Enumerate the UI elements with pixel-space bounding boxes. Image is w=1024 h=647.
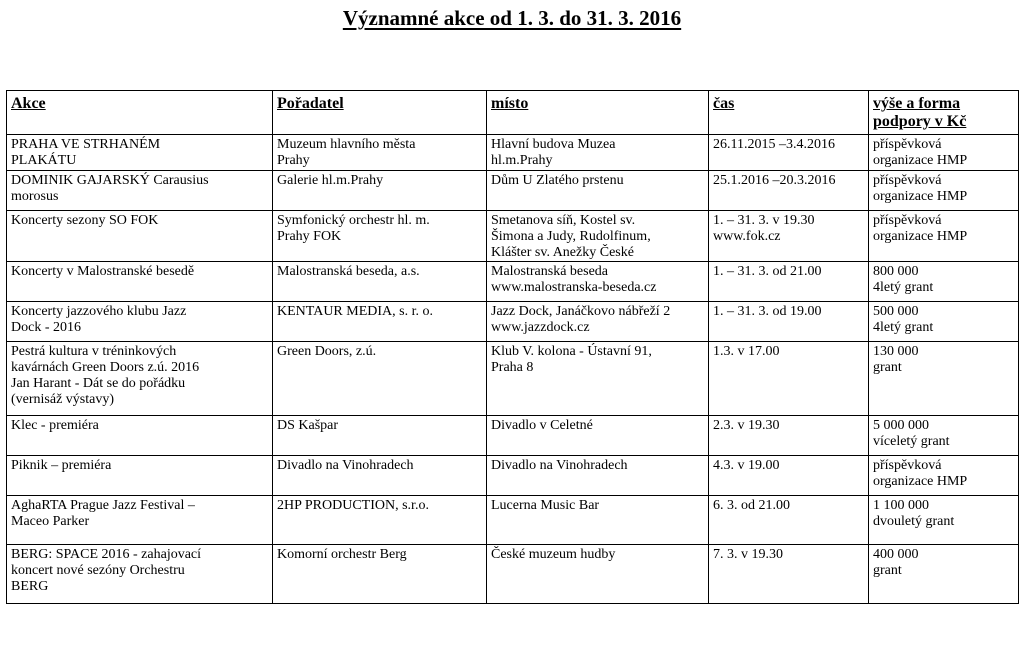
cell-line: 4letý grant [873, 320, 934, 335]
cell-line: Smetanova síň, Kostel sv. [491, 213, 636, 228]
cell-cas [709, 496, 869, 545]
cell-line: České muzeum hudby [491, 547, 616, 562]
cell-akce [7, 456, 273, 496]
cell-line: Koncerty v Malostranské besedě [11, 264, 195, 279]
cell-line: Pestrá kultura v tréninkových [11, 344, 177, 359]
cell-cas [709, 262, 869, 302]
cell-akce [7, 135, 273, 171]
cell-line: Komorní orchestr Berg [277, 547, 407, 562]
table-row [7, 545, 1019, 604]
cell-line: Muzeum hlavního města [277, 137, 416, 152]
cell-misto [487, 545, 709, 604]
cell-line: Klec - premiéra [11, 418, 99, 433]
cell-line: organizace HMP [873, 229, 968, 244]
table-row [7, 262, 1019, 302]
cell-line: 26.11.2015 –3.4.2016 [713, 137, 835, 152]
cell-misto [487, 135, 709, 171]
cell-line: příspěvková [873, 173, 942, 188]
cell-line: PRAHA VE STRHANÉM [11, 137, 161, 152]
cell-line: grant [873, 563, 902, 578]
cell-vyse [869, 342, 1019, 416]
cell-line: 130 000 [873, 344, 919, 359]
cell-line: Prahy FOK [277, 229, 342, 244]
cell-line: Malostranská beseda [491, 264, 609, 279]
cell-line: Galerie hl.m.Prahy [277, 173, 384, 188]
cell-cas [709, 302, 869, 342]
cell-line: 4letý grant [873, 280, 934, 295]
cell-line: Dům U Zlatého prstenu [491, 173, 624, 188]
cell-akce [7, 171, 273, 211]
cell-line: Koncerty sezony SO FOK [11, 213, 159, 228]
cell-vyse [869, 135, 1019, 171]
table-row [7, 302, 1019, 342]
cell-vyse [869, 416, 1019, 456]
cell-line: Šimona a Judy, Rudolfinum, [491, 229, 651, 244]
cell-cas [709, 545, 869, 604]
cell-line: 25.1.2016 –20.3.2016 [713, 173, 836, 188]
cell-line: koncert nové sezóny Orchestru [11, 563, 185, 578]
events-table [6, 90, 1019, 604]
cell-misto [487, 456, 709, 496]
event-rows [7, 135, 1019, 604]
cell-line: Hlavní budova Muzea [491, 137, 616, 152]
cell-cas [709, 171, 869, 211]
cell-line: 5 000 000 [873, 418, 929, 433]
cell-line: hl.m.Prahy [491, 153, 553, 168]
cell-line: příspěvková [873, 458, 942, 473]
cell-line: KENTAUR MEDIA, s. r. o. [277, 304, 433, 319]
cell-misto [487, 211, 709, 262]
cell-line: Dock - 2016 [11, 320, 81, 335]
cell-cas [709, 211, 869, 262]
cell-misto [487, 262, 709, 302]
cell-poradatel [273, 416, 487, 456]
cell-misto [487, 171, 709, 211]
cell-line: Malostranská beseda, a.s. [277, 264, 420, 279]
cell-vyse [869, 302, 1019, 342]
cell-line: 1 100 000 [873, 498, 929, 513]
cell-line: 1. – 31. 3. v 19.30 [713, 213, 815, 228]
cell-vyse [869, 171, 1019, 211]
cell-line: kavárnách Green Doors z.ú. 2016 [11, 360, 200, 375]
table-row [7, 211, 1019, 262]
cell-line: DOMINIK GAJARSKÝ Carausius [11, 173, 209, 188]
cell-line: dvouletý grant [873, 514, 955, 529]
cell-line: Prahy [277, 153, 310, 168]
cell-akce [7, 416, 273, 456]
cell-vyse [869, 211, 1019, 262]
cell-line: 1. – 31. 3. od 19.00 [713, 304, 822, 319]
cell-line: víceletý grant [873, 434, 950, 449]
cell-line: Green Doors, z.ú. [277, 344, 377, 359]
table-row [7, 496, 1019, 545]
cell-akce [7, 302, 273, 342]
cell-line: 2HP PRODUCTION, s.r.o. [277, 498, 429, 513]
cell-poradatel [273, 262, 487, 302]
cell-line: 400 000 [873, 547, 919, 562]
table-row [7, 135, 1019, 171]
cell-line: Divadlo na Vinohradech [277, 458, 414, 473]
cell-line: Koncerty jazzového klubu Jazz [11, 304, 187, 319]
cell-line: www.jazzdock.cz [491, 320, 590, 335]
cell-line: 800 000 [873, 264, 919, 279]
cell-poradatel [273, 171, 487, 211]
cell-line: www.fok.cz [713, 229, 781, 244]
cell-cas [709, 342, 869, 416]
cell-cas [709, 416, 869, 456]
cell-line: morosus [11, 189, 59, 204]
cell-akce [7, 496, 273, 545]
cell-line: 6. 3. od 21.00 [713, 498, 790, 513]
cell-line: Klub V. kolona - Ústavní 91, [491, 344, 652, 359]
cell-poradatel [273, 342, 487, 416]
cell-line: 500 000 [873, 304, 919, 319]
cell-poradatel [273, 496, 487, 545]
header-misto: místo [487, 91, 709, 135]
cell-line: DS Kašpar [277, 418, 339, 433]
table-row [7, 456, 1019, 496]
cell-line: PLAKÁTU [11, 153, 77, 168]
header-cas: čas [709, 91, 869, 135]
cell-line: BERG: SPACE 2016 - zahajovací [11, 547, 202, 562]
cell-line: AghaRTA Prague Jazz Festival – [11, 498, 195, 513]
cell-line: Symfonický orchestr hl. m. [277, 213, 430, 228]
table-row [7, 416, 1019, 456]
header-akce: Akce [7, 91, 273, 135]
cell-line: Lucerna Music Bar [491, 498, 600, 513]
table-row [7, 342, 1019, 416]
cell-line: Klášter sv. Anežky České [491, 245, 634, 260]
cell-line: Maceo Parker [11, 514, 90, 529]
cell-line: Praha 8 [491, 360, 534, 375]
cell-line: příspěvková [873, 137, 942, 152]
cell-line: Divadlo na Vinohradech [491, 458, 628, 473]
cell-poradatel [273, 211, 487, 262]
cell-line: organizace HMP [873, 189, 968, 204]
cell-akce [7, 211, 273, 262]
cell-akce [7, 262, 273, 302]
cell-line: 1.3. v 17.00 [713, 344, 780, 359]
cell-line: 2.3. v 19.30 [713, 418, 780, 433]
cell-poradatel [273, 302, 487, 342]
header-row [7, 91, 1019, 135]
cell-akce [7, 545, 273, 604]
table-row [7, 171, 1019, 211]
cell-akce [7, 342, 273, 416]
cell-line: 4.3. v 19.00 [713, 458, 780, 473]
cell-line: Divadlo v Celetné [491, 418, 593, 433]
cell-line: Piknik – premiéra [11, 458, 112, 473]
cell-line: BERG [11, 579, 49, 594]
cell-line: www.malostranska-beseda.cz [491, 280, 657, 295]
cell-line: organizace HMP [873, 474, 968, 489]
cell-poradatel [273, 456, 487, 496]
page-title: Významné akce od 1. 3. do 31. 3. 2016 [342, 6, 682, 30]
cell-misto [487, 302, 709, 342]
cell-line: příspěvková [873, 213, 942, 228]
cell-poradatel [273, 135, 487, 171]
cell-vyse [869, 496, 1019, 545]
cell-line: 1. – 31. 3. od 21.00 [713, 264, 822, 279]
cell-line: organizace HMP [873, 153, 968, 168]
cell-cas [709, 456, 869, 496]
header-vyse: výše a forma podpory v Kč [869, 91, 1019, 135]
cell-vyse [869, 456, 1019, 496]
cell-line: (vernisáž výstavy) [11, 392, 115, 407]
cell-line: Jazz Dock, Janáčkovo nábřeží 2 [491, 304, 671, 319]
cell-vyse [869, 262, 1019, 302]
cell-misto [487, 342, 709, 416]
cell-line: grant [873, 360, 902, 375]
cell-poradatel [273, 545, 487, 604]
cell-cas [709, 135, 869, 171]
cell-line: 7. 3. v 19.30 [713, 547, 783, 562]
cell-misto [487, 416, 709, 456]
cell-line: Jan Harant - Dát se do pořádku [11, 376, 186, 391]
cell-vyse [869, 545, 1019, 604]
cell-misto [487, 496, 709, 545]
header-poradatel: Pořadatel [273, 91, 487, 135]
